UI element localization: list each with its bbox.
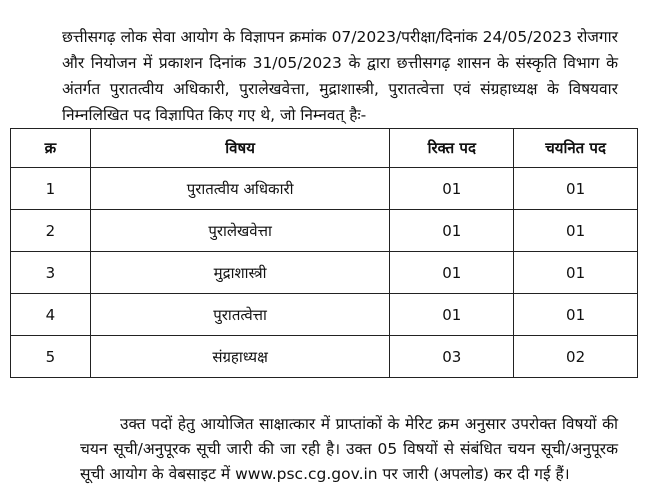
table-row — [11, 336, 638, 378]
intro-paragraph: छत्तीसगढ़ लोक सेवा आयोग के विज्ञापन क्रमांक 07/2023/परीक्षा/दिनांक 24/05/2023 रोजगार और नियोजन में प्रकाशन दिनांक 31/05/2023 के द्वारा छत्तीसगढ़ शासन के संस्कृति विभाग के अंतर्गत पुरातत्वीय अधिकारी, पुरालेखवेत्ता, मुद्राशास्त्री, पुरातत्वेत्ता एवं संग्रहाध्यक्ष के विषयवार निम्नलिखित पद विज्ञापित किए गए थे, जो निम्नवत् हैः- — [62, 27, 618, 124]
serial-cell: 4 — [11, 294, 91, 336]
table-row — [11, 294, 638, 336]
vacant-cell: 03 — [390, 336, 514, 378]
selected-cell: 01 — [514, 210, 638, 252]
selected-cell: 02 — [514, 336, 638, 378]
subject-cell: पुरालेखवेत्ता — [90, 210, 390, 252]
vacant-cell: 01 — [390, 168, 514, 210]
subject-cell: संग्रहाध्यक्ष — [90, 336, 390, 378]
serial-cell: 3 — [11, 252, 91, 294]
posts-table — [10, 128, 638, 378]
selected-cell: 01 — [514, 252, 638, 294]
subject-cell: पुरातत्वीय अधिकारी — [90, 168, 390, 210]
header-subject: विषय — [90, 129, 390, 168]
vacant-cell: 01 — [390, 294, 514, 336]
outro-text: उक्त पदों हेतु आयोजित साक्षात्कार में प्राप्तांकों के मेरिट क्रम अनुसार उपरोक्त विषयों की चयन सूची/अनुपूरक सूची जारी की जा रही है। उक्त 05 विषयों से संबंधित चयन सूची/अनुपूरक सूची आयोग के वेबसाइट में www.psc.cg.gov.in पर जारी (अपलोड) कर दी गई हैं। — [80, 414, 618, 483]
serial-cell: 1 — [11, 168, 91, 210]
selected-cell: 01 — [514, 294, 638, 336]
table-row — [11, 168, 638, 210]
vacant-cell: 01 — [390, 210, 514, 252]
table-row — [11, 252, 638, 294]
serial-cell: 2 — [11, 210, 91, 252]
subject-cell: मुद्राशास्त्री — [90, 252, 390, 294]
table-row — [11, 210, 638, 252]
outro-paragraph — [80, 412, 618, 487]
header-vacant-posts: रिक्त पद — [390, 129, 514, 168]
subject-cell: पुरातत्वेत्ता — [90, 294, 390, 336]
table-header-row — [11, 129, 638, 168]
serial-cell: 5 — [11, 336, 91, 378]
selected-cell: 01 — [514, 168, 638, 210]
header-serial: क्र — [11, 129, 91, 168]
header-selected-posts: चयनित पद — [514, 129, 638, 168]
vacant-cell: 01 — [390, 252, 514, 294]
